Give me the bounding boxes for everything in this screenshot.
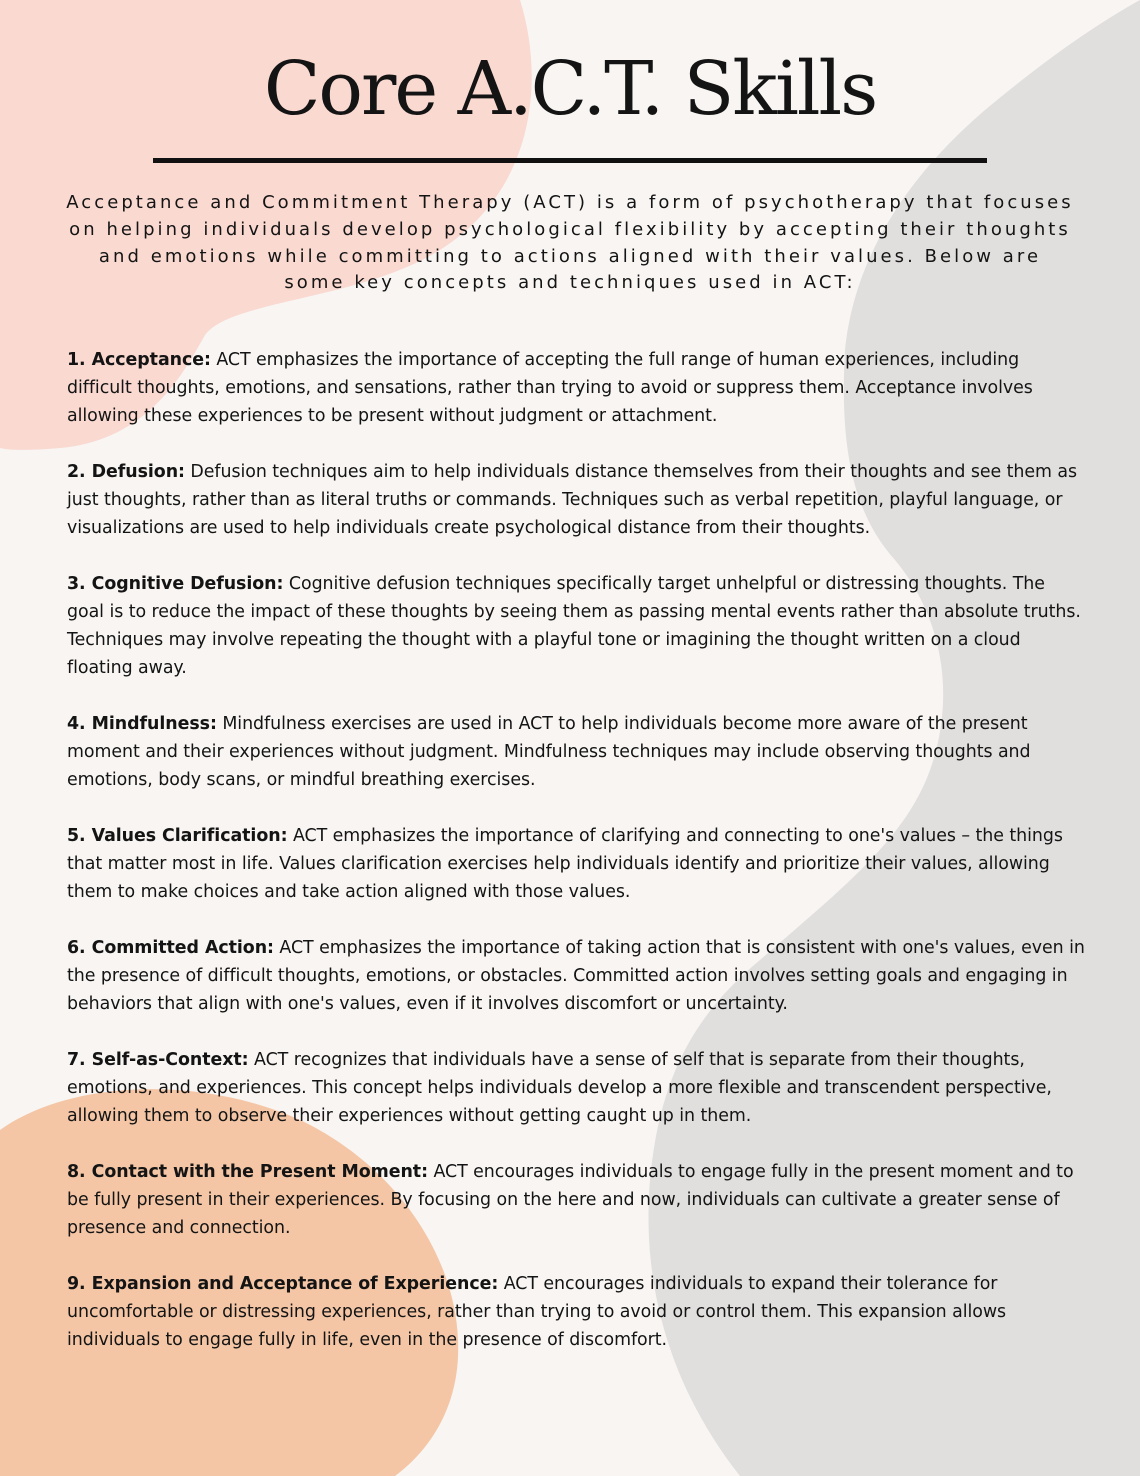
skill-heading: 5. Values Clarification: [67, 826, 288, 846]
skill-item-defusion [67, 458, 1087, 542]
skill-item-mindfulness [67, 710, 1087, 794]
skill-item-self-as-context [67, 1046, 1087, 1130]
title-divider [153, 158, 987, 163]
skill-item-expansion [67, 1270, 1087, 1354]
skill-description: ACT emphasizes the importance of accepting the full range of human experiences, including difficult thoughts, emotions, and sensations, rather than trying to avoid or suppress them. Acceptance involves allowing these experiences to be present without judgment or attachment. [67, 350, 1033, 426]
skills-list [67, 346, 1087, 1382]
skill-heading: 6. Committed Action: [67, 938, 274, 958]
skill-description: Mindfulness exercises are used in ACT to help individuals become more aware of the present moment and their experiences without judgment. Mindfulness techniques may include observing thoughts and emotions, body scans, or mindful breathing exercises. [67, 714, 1031, 790]
intro-paragraph: Acceptance and Commitment Therapy (ACT) is a form of psychotherapy that focuses on helping individuals develop psychological flexibility by accepting their thoughts and emotions while committing to actions aligned with their values. Below are some key concepts and techniques used in ACT: [66, 192, 1074, 294]
skill-description: Cognitive defusion techniques specifically target unhelpful or distressing thoughts. The goal is to reduce the impact of these thoughts by seeing them as passing mental events rather than absolute truths. Techniques may involve repeating the thought with a playful tone or imagining the thought written on a cloud floating away. [67, 574, 1081, 678]
skill-item-acceptance [67, 346, 1087, 430]
skill-heading: 8. Contact with the Present Moment: [67, 1162, 428, 1182]
skill-item-committed-action [67, 934, 1087, 1018]
page-title: Core A.C.T. Skills [263, 46, 877, 132]
skill-heading: 9. Expansion and Acceptance of Experience: [67, 1274, 499, 1294]
skill-item-values-clarification [67, 822, 1087, 906]
skill-item-cognitive-defusion [67, 570, 1087, 682]
skill-heading: 2. Defusion: [67, 462, 185, 482]
skill-heading: 4. Mindfulness: [67, 714, 217, 734]
skill-description: ACT encourages individuals to engage fully in the present moment and to be fully present in their experiences. By focusing on the here and now, individuals can cultivate a greater sense of presence and connection. [67, 1162, 1074, 1238]
skill-heading: 1. Acceptance: [67, 350, 211, 370]
skill-description: Defusion techniques aim to help individuals distance themselves from their thoughts and see them as just thoughts, rather than as literal truths or commands. Techniques such as verbal repetition, playful language, or visualizations are used to help individuals create psychological distance from their thoughts. [67, 462, 1077, 538]
skill-item-present-moment [67, 1158, 1087, 1242]
skill-heading: 7. Self-as-Context: [67, 1050, 249, 1070]
skill-description: ACT recognizes that individuals have a sense of self that is separate from their thoughts, emotions, and experiences. This concept helps individuals develop a more flexible and transcendent perspective, allowing them to observe their experiences without getting caught up in them. [67, 1050, 1052, 1126]
skill-description: ACT emphasizes the importance of taking action that is consistent with one's values, even in the presence of difficult thoughts, emotions, or obstacles. Committed action involves setting goals and engaging in behaviors that align with one's values, even if it involves discomfort or uncertainty. [67, 938, 1085, 1014]
skill-description: ACT encourages individuals to expand their tolerance for uncomfortable or distressing experiences, rather than trying to avoid or control them. This expansion allows individuals to engage fully in life, even in the presence of discomfort. [67, 1274, 1007, 1350]
skill-heading: 3. Cognitive Defusion: [67, 574, 284, 594]
skill-description: ACT emphasizes the importance of clarifying and connecting to one's values – the things that matter most in life. Values clarification exercises help individuals identify and prioritize their values, allowing them to make choices and take action aligned with those values. [67, 826, 1063, 902]
